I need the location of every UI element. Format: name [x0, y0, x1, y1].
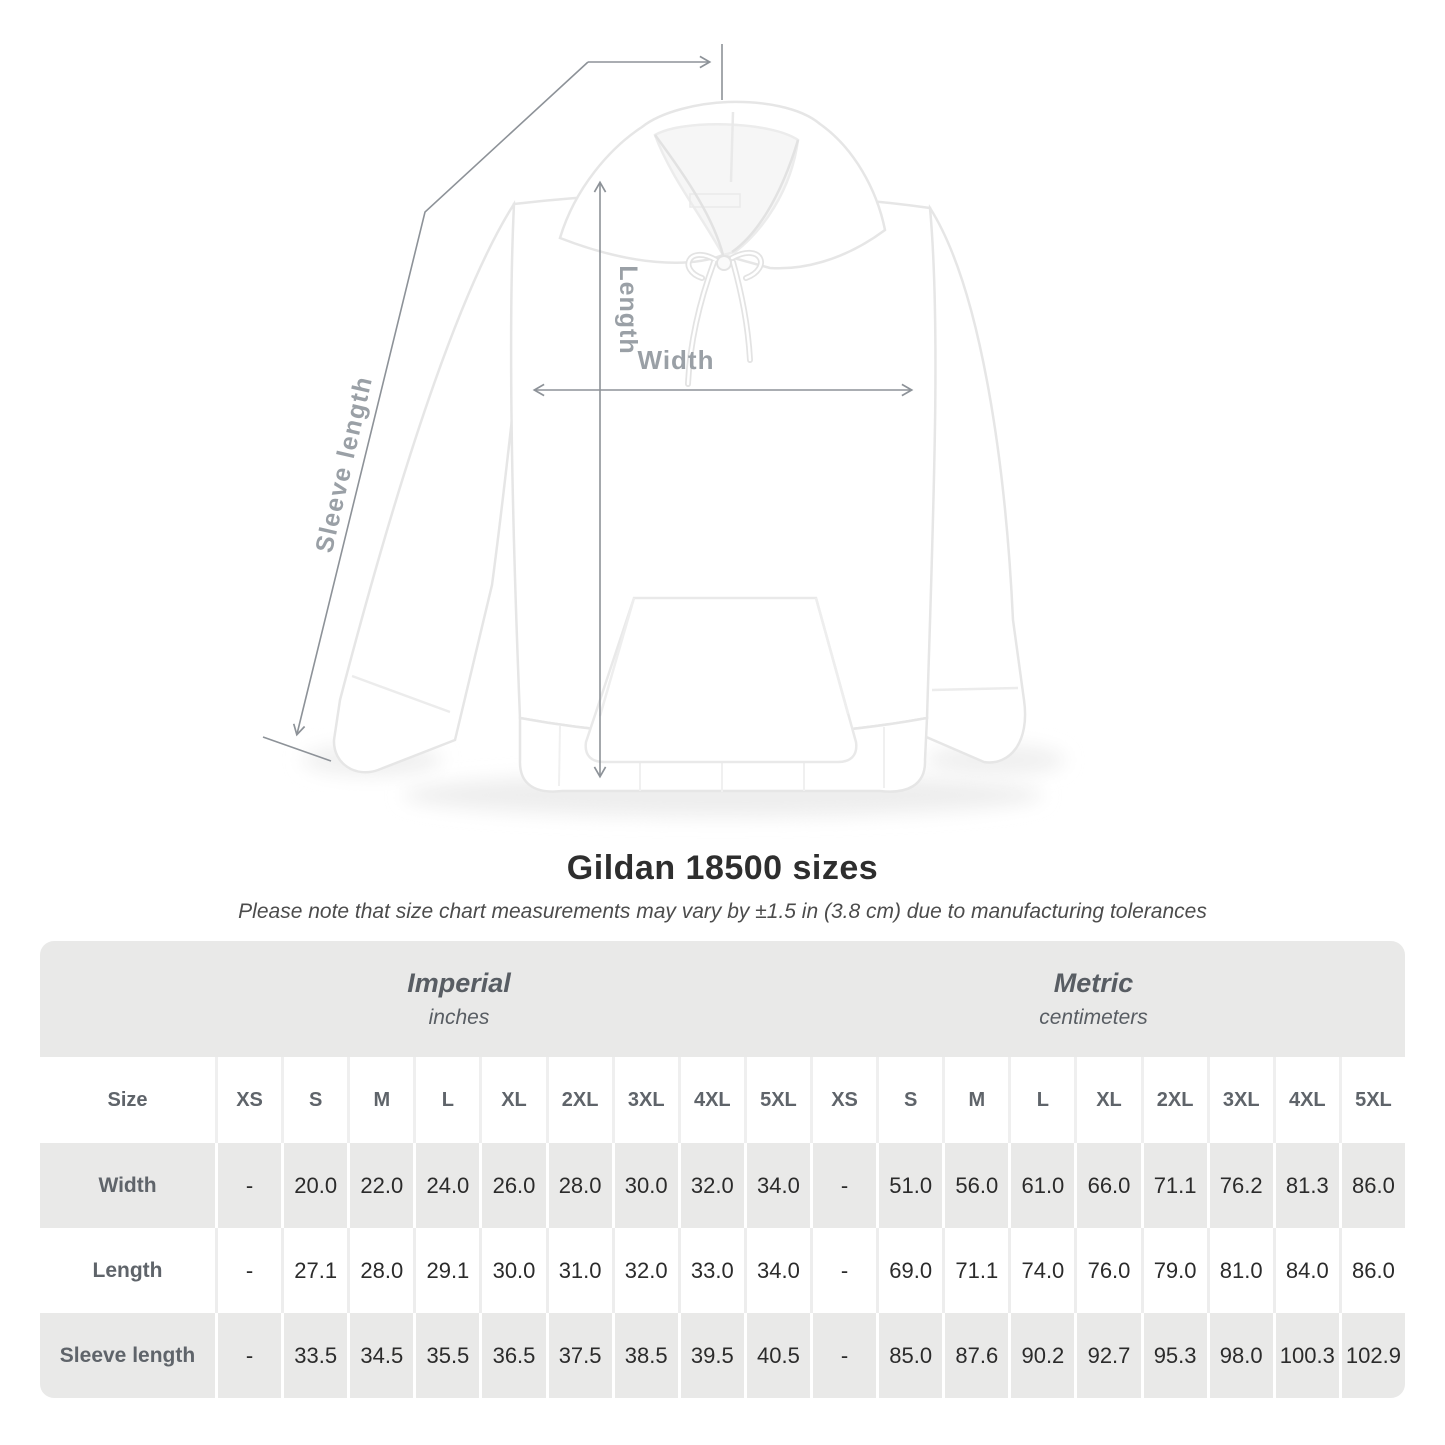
- size-column-header: XL: [1074, 1057, 1140, 1143]
- table-row-width: [40, 1143, 1405, 1228]
- size-value-cell: 36.5: [479, 1313, 545, 1398]
- size-value-cell: 35.5: [413, 1313, 479, 1398]
- size-header-row: [40, 1057, 1405, 1143]
- size-value-cell: 61.0: [1008, 1143, 1074, 1228]
- size-value-cell: 100.3: [1273, 1313, 1339, 1398]
- size-column-header: 3XL: [1207, 1057, 1273, 1143]
- size-value-cell: 27.1: [281, 1228, 347, 1313]
- size-value-cell: 56.0: [942, 1143, 1008, 1228]
- size-value-cell: 85.0: [876, 1313, 942, 1398]
- metric-units: centimeters: [1039, 1006, 1148, 1029]
- size-column-header: 4XL: [678, 1057, 744, 1143]
- size-value-cell: 28.0: [546, 1143, 612, 1228]
- table-row-length: [40, 1228, 1405, 1313]
- imperial-units: inches: [428, 1006, 490, 1029]
- metric-label: Metric: [1053, 968, 1134, 998]
- size-value-cell: 30.0: [479, 1228, 545, 1313]
- units-header-imperial: [40, 941, 808, 1057]
- size-value-cell: 34.0: [744, 1228, 810, 1313]
- size-column-header: L: [413, 1057, 479, 1143]
- size-column-header: 2XL: [546, 1057, 612, 1143]
- size-value-cell: 22.0: [347, 1143, 413, 1228]
- row-label: Sleeve length: [40, 1313, 215, 1398]
- size-value-cell: 92.7: [1074, 1313, 1140, 1398]
- size-chart-note: Please note that size chart measurements may vary by ±1.5 in (3.8 cm) due to manufacturing tolerances: [238, 900, 1207, 923]
- units-header-row: [40, 941, 1405, 1057]
- size-value-cell: 98.0: [1207, 1313, 1273, 1398]
- row-label: Width: [40, 1143, 215, 1228]
- size-column-header: 4XL: [1273, 1057, 1339, 1143]
- size-column-header: XS: [215, 1057, 281, 1143]
- sleeve-length-label: Sleeve length: [310, 373, 379, 556]
- size-value-cell: -: [810, 1313, 876, 1398]
- size-column-header: XL: [479, 1057, 545, 1143]
- size-value-cell: 24.0: [413, 1143, 479, 1228]
- size-value-cell: -: [810, 1143, 876, 1228]
- size-value-cell: 84.0: [1273, 1228, 1339, 1313]
- size-value-cell: 34.0: [744, 1143, 810, 1228]
- size-value-cell: 30.0: [612, 1143, 678, 1228]
- size-value-cell: 51.0: [876, 1143, 942, 1228]
- size-value-cell: 39.5: [678, 1313, 744, 1398]
- hoodie-garment: [334, 102, 1025, 792]
- size-column-header: 2XL: [1141, 1057, 1207, 1143]
- size-value-cell: -: [215, 1143, 281, 1228]
- size-value-cell: 32.0: [678, 1143, 744, 1228]
- size-value-cell: 71.1: [942, 1228, 1008, 1313]
- size-column-header: M: [942, 1057, 1008, 1143]
- size-value-cell: 20.0: [281, 1143, 347, 1228]
- size-value-cell: 74.0: [1008, 1228, 1074, 1313]
- size-value-cell: 32.0: [612, 1228, 678, 1313]
- units-header-metric: [808, 941, 1405, 1057]
- size-value-cell: 37.5: [546, 1313, 612, 1398]
- size-value-cell: 31.0: [546, 1228, 612, 1313]
- size-value-cell: 87.6: [942, 1313, 1008, 1398]
- size-value-cell: 76.2: [1207, 1143, 1273, 1228]
- size-corner-cell: Size: [107, 1088, 148, 1111]
- size-value-cell: 29.1: [413, 1228, 479, 1313]
- size-value-cell: 102.9: [1339, 1313, 1405, 1398]
- size-value-cell: 71.1: [1141, 1143, 1207, 1228]
- size-value-cell: 28.0: [347, 1228, 413, 1313]
- size-column-header: XS: [810, 1057, 876, 1143]
- size-value-cell: 79.0: [1141, 1228, 1207, 1313]
- size-column-header: S: [281, 1057, 347, 1143]
- size-value-cell: 34.5: [347, 1313, 413, 1398]
- size-value-cell: 38.5: [612, 1313, 678, 1398]
- size-column-header: 5XL: [1339, 1057, 1405, 1143]
- size-value-cell: 26.0: [479, 1143, 545, 1228]
- size-value-cell: 81.0: [1207, 1228, 1273, 1313]
- width-label: Width: [637, 345, 715, 375]
- size-value-cell: -: [215, 1228, 281, 1313]
- size-value-cell: -: [810, 1228, 876, 1313]
- size-value-cell: 40.5: [744, 1313, 810, 1398]
- size-value-cell: 66.0: [1074, 1143, 1140, 1228]
- size-table: [40, 941, 1405, 1398]
- size-value-cell: 86.0: [1339, 1228, 1405, 1313]
- size-value-cell: 95.3: [1141, 1313, 1207, 1398]
- size-column-header: M: [347, 1057, 413, 1143]
- size-column-header: L: [1008, 1057, 1074, 1143]
- size-value-cell: 90.2: [1008, 1313, 1074, 1398]
- size-value-cell: 33.5: [281, 1313, 347, 1398]
- size-value-cell: 69.0: [876, 1228, 942, 1313]
- size-value-cell: 33.0: [678, 1228, 744, 1313]
- heading: [0, 849, 1445, 924]
- length-label: Length: [614, 265, 642, 355]
- size-value-cell: 81.3: [1273, 1143, 1339, 1228]
- size-value-cell: 76.0: [1074, 1228, 1140, 1313]
- size-column-header: S: [876, 1057, 942, 1143]
- size-column-header: 5XL: [744, 1057, 810, 1143]
- table-row-sleeve-length: [40, 1313, 1405, 1398]
- imperial-label: Imperial: [407, 968, 511, 998]
- size-chart-title: Gildan 18500 sizes: [566, 849, 879, 887]
- size-value-cell: -: [215, 1313, 281, 1398]
- row-label: Length: [40, 1228, 215, 1313]
- size-column-header: 3XL: [612, 1057, 678, 1143]
- size-value-cell: 86.0: [1339, 1143, 1405, 1228]
- sleeve-end-tick: [263, 737, 331, 761]
